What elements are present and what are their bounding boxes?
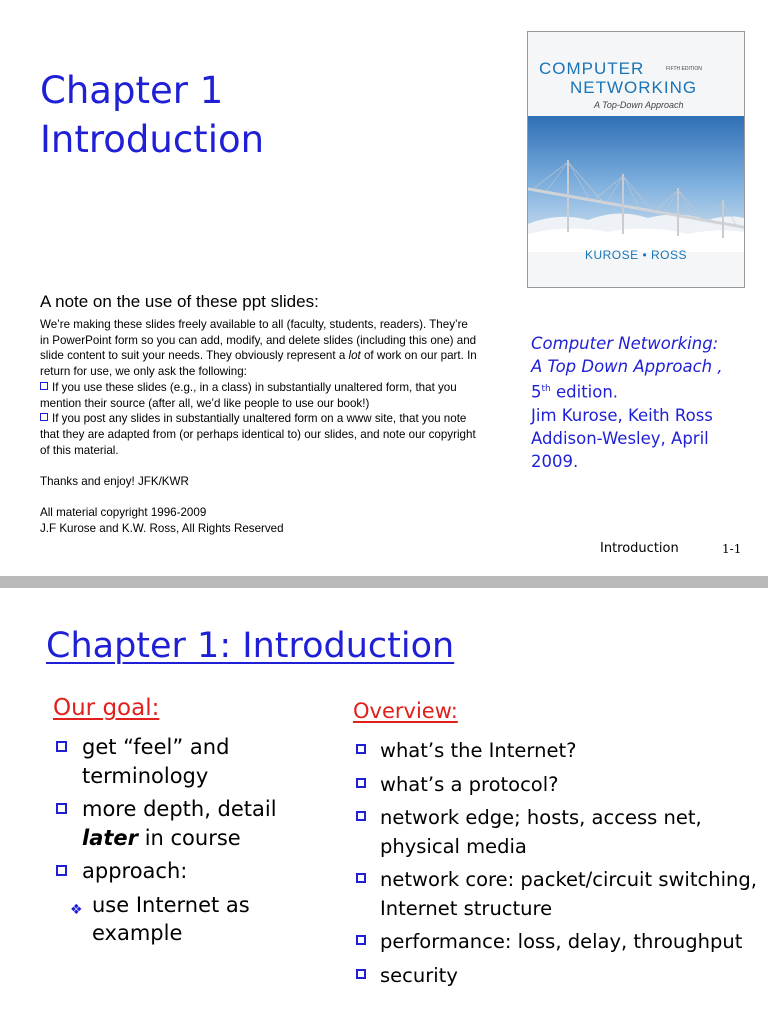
copyright-line-2: J.F Kurose and K.W. Ross, All Rights Reserved: [40, 522, 284, 536]
list-item: what’s a protocol?: [356, 771, 761, 800]
book-cover-image: [527, 31, 745, 288]
book-reference: [531, 332, 761, 473]
note-body: [40, 317, 480, 537]
square-bullet-icon: [56, 865, 67, 876]
square-bullet-icon: [356, 778, 366, 788]
ref-edition: 5th edition.: [531, 382, 619, 402]
list-item: get “feel” and terminology: [56, 733, 316, 790]
slide-1-title: [40, 66, 264, 164]
list-subitem: ❖ use Internet as example: [70, 892, 250, 945]
cover-subtitle: A Top-Down Approach: [594, 100, 684, 110]
list-item: security: [356, 962, 761, 991]
cover-edition-tag: FIFTH EDITION: [666, 66, 702, 72]
goal-list: [56, 733, 316, 953]
ref-title-2: A Top Down Approach ,: [531, 357, 723, 376]
square-bullet-icon: [356, 873, 366, 883]
title-line-2: Introduction: [40, 118, 265, 161]
ref-publisher: Addison-Wesley, April 2009.: [531, 428, 709, 471]
list-item: approach:: [56, 857, 316, 886]
diamond-bullet-icon: ❖: [70, 901, 83, 918]
list-item: what’s the Internet?: [356, 737, 761, 766]
ref-authors: Jim Kurose, Keith Ross: [531, 405, 713, 425]
emphasis-lot: lot: [348, 349, 361, 363]
list-item: more depth, detail later in course: [56, 795, 316, 852]
cover-authors: KUROSE • ROSS: [584, 248, 688, 262]
emphasis-later: later: [82, 825, 139, 850]
thanks-line: Thanks and enjoy! JFK/KWR: [40, 475, 189, 489]
list-item: performance: loss, delay, throughput: [356, 928, 761, 957]
cover-title-line-2: NETWORKING: [570, 78, 698, 97]
bridge-illustration: [528, 116, 744, 252]
square-bullet-icon: [356, 969, 366, 979]
list-item: network core: packet/circuit switching, Internet structure: [356, 866, 761, 923]
ref-title-1: Computer Networking:: [531, 334, 719, 353]
copyright-line-1: All material copyright 1996-2009: [40, 506, 207, 520]
goal-heading: Our goal:: [53, 695, 160, 721]
checkbox-bullet-icon: [40, 413, 48, 421]
note-heading: A note on the use of these ppt slides:: [40, 292, 319, 311]
slide-divider: [0, 576, 768, 588]
square-bullet-icon: [356, 811, 366, 821]
list-item: network edge; hosts, access net, physical media: [356, 804, 761, 861]
square-bullet-icon: [56, 741, 67, 752]
note-bullet-1: If you use these slides (e.g., in a class) in substantially unaltered form, that you mention their source (after all, we’d like people to use our book!): [40, 380, 457, 410]
checkbox-bullet-icon: [40, 382, 48, 390]
footer-label: Introduction: [600, 541, 679, 556]
cover-title-block: [528, 32, 744, 110]
square-bullet-icon: [356, 744, 366, 754]
overview-heading: Overview:: [353, 699, 458, 723]
title-line-1: Chapter 1: [40, 69, 224, 112]
overview-list: [356, 737, 761, 995]
footer-page-number: 1-1: [722, 542, 742, 556]
cover-title-line-1: COMPUTER: [539, 59, 645, 78]
square-bullet-icon: [56, 803, 67, 814]
note-bullet-2: If you post any slides in substantially unaltered form on a www site, that you note that they are adapted from (or perhaps identical to) our slides, and note our copyright of this material.: [40, 412, 476, 457]
slide-2: [0, 588, 768, 1024]
square-bullet-icon: [356, 935, 366, 945]
note-paragraph: We’re making these slides freely available to all (faculty, students, readers). They’re in PowerPoint form so you can add, modify, and delete slides (including this one) and slide content to suit your needs. They obviously represent a lot of work on our part. In return for use, we only ask the following:: [40, 318, 477, 379]
slide-2-title: Chapter 1: Introduction: [46, 626, 455, 666]
